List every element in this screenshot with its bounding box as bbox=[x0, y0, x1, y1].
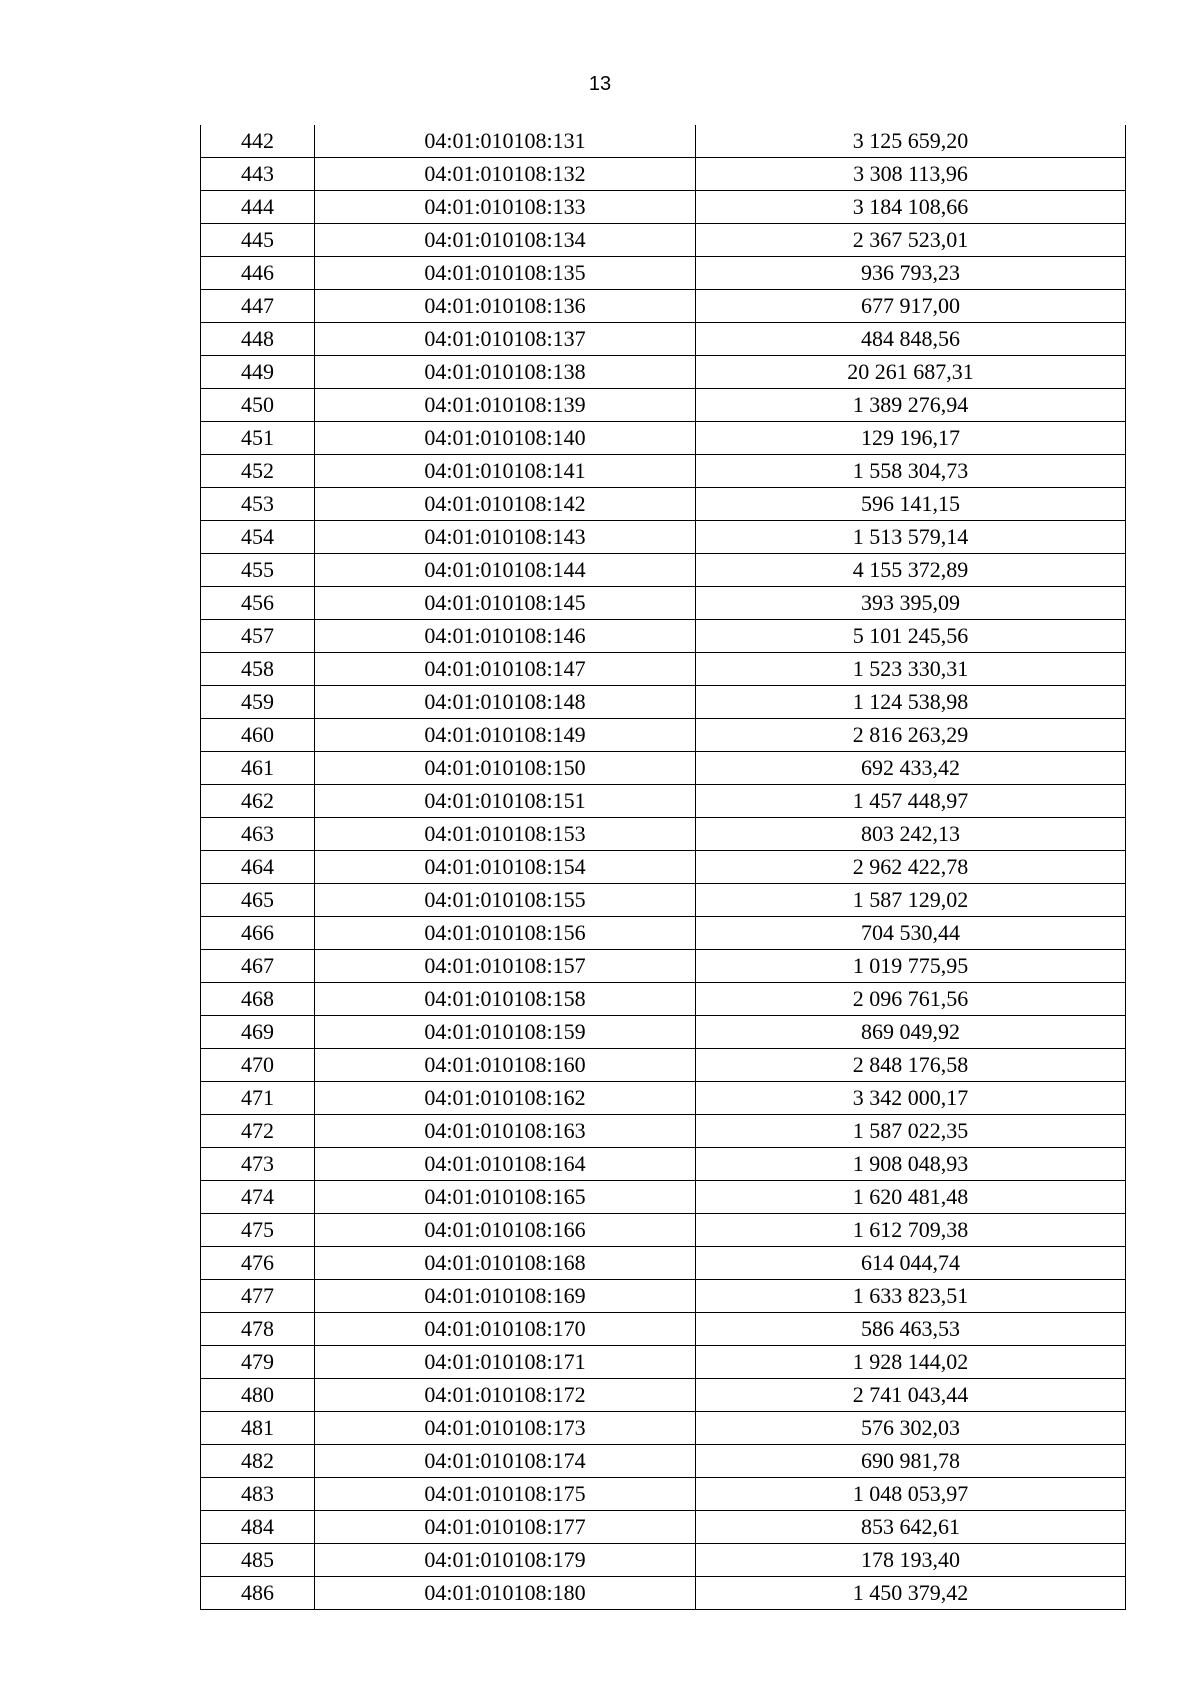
cadastral-value-cell: 2 816 263,29 bbox=[696, 719, 1126, 752]
table-body bbox=[201, 125, 1126, 1610]
page-number: 13 bbox=[588, 73, 612, 95]
row-number-cell: 458 bbox=[201, 653, 315, 686]
table-row bbox=[201, 818, 1126, 851]
cadastral-value-cell: 2 741 043,44 bbox=[696, 1379, 1126, 1412]
table-row bbox=[201, 1577, 1126, 1610]
cadastral-value-cell: 3 184 108,66 bbox=[696, 191, 1126, 224]
table-row bbox=[201, 719, 1126, 752]
cadastral-value-cell: 3 125 659,20 bbox=[696, 125, 1126, 158]
cadastral-number-cell: 04:01:010108:162 bbox=[315, 1082, 696, 1115]
row-number-cell: 473 bbox=[201, 1148, 315, 1181]
table-row bbox=[201, 620, 1126, 653]
cadastral-value-cell: 1 019 775,95 bbox=[696, 950, 1126, 983]
cadastral-number-cell: 04:01:010108:163 bbox=[315, 1115, 696, 1148]
table-row bbox=[201, 686, 1126, 719]
row-number-cell: 445 bbox=[201, 224, 315, 257]
cadastral-value-cell: 2 096 761,56 bbox=[696, 983, 1126, 1016]
row-number-cell: 443 bbox=[201, 158, 315, 191]
table-row bbox=[201, 917, 1126, 950]
cadastral-number-cell: 04:01:010108:145 bbox=[315, 587, 696, 620]
cadastral-value-cell: 1 048 053,97 bbox=[696, 1478, 1126, 1511]
cadastral-value-cell: 1 633 823,51 bbox=[696, 1280, 1126, 1313]
cadastral-value-cell: 1 612 709,38 bbox=[696, 1214, 1126, 1247]
cadastral-number-cell: 04:01:010108:139 bbox=[315, 389, 696, 422]
cadastral-value-cell: 803 242,13 bbox=[696, 818, 1126, 851]
cadastral-value-cell: 3 342 000,17 bbox=[696, 1082, 1126, 1115]
table-row bbox=[201, 983, 1126, 1016]
cadastral-value-cell: 1 457 448,97 bbox=[696, 785, 1126, 818]
row-number-cell: 477 bbox=[201, 1280, 315, 1313]
row-number-cell: 457 bbox=[201, 620, 315, 653]
cadastral-number-cell: 04:01:010108:172 bbox=[315, 1379, 696, 1412]
row-number-cell: 460 bbox=[201, 719, 315, 752]
row-number-cell: 478 bbox=[201, 1313, 315, 1346]
cadastral-number-cell: 04:01:010108:177 bbox=[315, 1511, 696, 1544]
table-row bbox=[201, 1214, 1126, 1247]
cadastral-number-cell: 04:01:010108:138 bbox=[315, 356, 696, 389]
cadastral-value-cell: 576 302,03 bbox=[696, 1412, 1126, 1445]
row-number-cell: 447 bbox=[201, 290, 315, 323]
cadastral-number-cell: 04:01:010108:169 bbox=[315, 1280, 696, 1313]
table-row bbox=[201, 488, 1126, 521]
cadastral-value-cell: 690 981,78 bbox=[696, 1445, 1126, 1478]
table-row bbox=[201, 752, 1126, 785]
row-number-cell: 466 bbox=[201, 917, 315, 950]
row-number-cell: 463 bbox=[201, 818, 315, 851]
cadastral-number-cell: 04:01:010108:180 bbox=[315, 1577, 696, 1610]
cadastral-value-cell: 704 530,44 bbox=[696, 917, 1126, 950]
cadastral-value-cell: 1 928 144,02 bbox=[696, 1346, 1126, 1379]
cadastral-value-cell: 5 101 245,56 bbox=[696, 620, 1126, 653]
row-number-cell: 465 bbox=[201, 884, 315, 917]
cadastral-number-cell: 04:01:010108:146 bbox=[315, 620, 696, 653]
cadastral-number-cell: 04:01:010108:134 bbox=[315, 224, 696, 257]
row-number-cell: 462 bbox=[201, 785, 315, 818]
row-number-cell: 471 bbox=[201, 1082, 315, 1115]
cadastral-value-cell: 586 463,53 bbox=[696, 1313, 1126, 1346]
row-number-cell: 456 bbox=[201, 587, 315, 620]
cadastral-number-cell: 04:01:010108:135 bbox=[315, 257, 696, 290]
row-number-cell: 475 bbox=[201, 1214, 315, 1247]
cadastral-number-cell: 04:01:010108:165 bbox=[315, 1181, 696, 1214]
row-number-cell: 468 bbox=[201, 983, 315, 1016]
row-number-cell: 459 bbox=[201, 686, 315, 719]
table-row bbox=[201, 884, 1126, 917]
cadastral-number-cell: 04:01:010108:153 bbox=[315, 818, 696, 851]
cadastral-number-cell: 04:01:010108:147 bbox=[315, 653, 696, 686]
cadastral-value-cell: 178 193,40 bbox=[696, 1544, 1126, 1577]
cadastral-value-cell: 1 587 022,35 bbox=[696, 1115, 1126, 1148]
table-row bbox=[201, 1412, 1126, 1445]
cadastral-value-cell: 1 523 330,31 bbox=[696, 653, 1126, 686]
table-row bbox=[201, 1049, 1126, 1082]
table-row bbox=[201, 1115, 1126, 1148]
cadastral-number-cell: 04:01:010108:158 bbox=[315, 983, 696, 1016]
cadastral-number-cell: 04:01:010108:137 bbox=[315, 323, 696, 356]
row-number-cell: 470 bbox=[201, 1049, 315, 1082]
table-row bbox=[201, 1379, 1126, 1412]
table-row bbox=[201, 554, 1126, 587]
table-row bbox=[201, 389, 1126, 422]
row-number-cell: 484 bbox=[201, 1511, 315, 1544]
cadastral-value-cell: 1 450 379,42 bbox=[696, 1577, 1126, 1610]
cadastral-number-cell: 04:01:010108:170 bbox=[315, 1313, 696, 1346]
table-row bbox=[201, 521, 1126, 554]
cadastral-value-cell: 3 308 113,96 bbox=[696, 158, 1126, 191]
cadastral-number-cell: 04:01:010108:142 bbox=[315, 488, 696, 521]
row-number-cell: 455 bbox=[201, 554, 315, 587]
table-row bbox=[201, 1511, 1126, 1544]
cadastral-value-cell: 2 962 422,78 bbox=[696, 851, 1126, 884]
table-row bbox=[201, 1280, 1126, 1313]
cadastral-number-cell: 04:01:010108:164 bbox=[315, 1148, 696, 1181]
cadastral-value-cell: 484 848,56 bbox=[696, 323, 1126, 356]
table-row bbox=[201, 1016, 1126, 1049]
row-number-cell: 446 bbox=[201, 257, 315, 290]
cadastral-number-cell: 04:01:010108:144 bbox=[315, 554, 696, 587]
row-number-cell: 481 bbox=[201, 1412, 315, 1445]
cadastral-number-cell: 04:01:010108:131 bbox=[315, 125, 696, 158]
cadastral-value-cell: 393 395,09 bbox=[696, 587, 1126, 620]
cadastral-value-cell: 129 196,17 bbox=[696, 422, 1126, 455]
table-container bbox=[200, 125, 1126, 1610]
table-row bbox=[201, 224, 1126, 257]
row-number-cell: 453 bbox=[201, 488, 315, 521]
table-row bbox=[201, 950, 1126, 983]
table-row bbox=[201, 1082, 1126, 1115]
table-row bbox=[201, 1313, 1126, 1346]
row-number-cell: 452 bbox=[201, 455, 315, 488]
table-row bbox=[201, 125, 1126, 158]
cadastral-number-cell: 04:01:010108:174 bbox=[315, 1445, 696, 1478]
table-row bbox=[201, 1445, 1126, 1478]
row-number-cell: 480 bbox=[201, 1379, 315, 1412]
cadastral-number-cell: 04:01:010108:155 bbox=[315, 884, 696, 917]
table-row bbox=[201, 356, 1126, 389]
row-number-cell: 486 bbox=[201, 1577, 315, 1610]
cadastral-number-cell: 04:01:010108:151 bbox=[315, 785, 696, 818]
cadastral-number-cell: 04:01:010108:148 bbox=[315, 686, 696, 719]
cadastral-value-cell: 853 642,61 bbox=[696, 1511, 1126, 1544]
cadastral-value-cell: 869 049,92 bbox=[696, 1016, 1126, 1049]
row-number-cell: 467 bbox=[201, 950, 315, 983]
table-row bbox=[201, 785, 1126, 818]
row-number-cell: 464 bbox=[201, 851, 315, 884]
table-row bbox=[201, 851, 1126, 884]
table-row bbox=[201, 653, 1126, 686]
cadastral-value-cell: 936 793,23 bbox=[696, 257, 1126, 290]
row-number-cell: 450 bbox=[201, 389, 315, 422]
row-number-cell: 474 bbox=[201, 1181, 315, 1214]
cadastral-value-cell: 2 367 523,01 bbox=[696, 224, 1126, 257]
table-row bbox=[201, 290, 1126, 323]
cadastral-value-cell: 1 620 481,48 bbox=[696, 1181, 1126, 1214]
cadastral-number-cell: 04:01:010108:173 bbox=[315, 1412, 696, 1445]
cadastral-value-cell: 1 124 538,98 bbox=[696, 686, 1126, 719]
table-row bbox=[201, 422, 1126, 455]
row-number-cell: 479 bbox=[201, 1346, 315, 1379]
cadastral-value-cell: 1 513 579,14 bbox=[696, 521, 1126, 554]
cadastral-value-cell: 692 433,42 bbox=[696, 752, 1126, 785]
cadastral-value-table bbox=[200, 125, 1126, 1610]
cadastral-number-cell: 04:01:010108:140 bbox=[315, 422, 696, 455]
table-row bbox=[201, 191, 1126, 224]
table-row bbox=[201, 257, 1126, 290]
table-row bbox=[201, 1247, 1126, 1280]
cadastral-value-cell: 2 848 176,58 bbox=[696, 1049, 1126, 1082]
row-number-cell: 469 bbox=[201, 1016, 315, 1049]
row-number-cell: 485 bbox=[201, 1544, 315, 1577]
cadastral-number-cell: 04:01:010108:156 bbox=[315, 917, 696, 950]
table-row bbox=[201, 455, 1126, 488]
row-number-cell: 483 bbox=[201, 1478, 315, 1511]
cadastral-number-cell: 04:01:010108:149 bbox=[315, 719, 696, 752]
cadastral-value-cell: 1 908 048,93 bbox=[696, 1148, 1126, 1181]
cadastral-value-cell: 4 155 372,89 bbox=[696, 554, 1126, 587]
cadastral-number-cell: 04:01:010108:136 bbox=[315, 290, 696, 323]
row-number-cell: 448 bbox=[201, 323, 315, 356]
cadastral-number-cell: 04:01:010108:168 bbox=[315, 1247, 696, 1280]
cadastral-number-cell: 04:01:010108:157 bbox=[315, 950, 696, 983]
table-row bbox=[201, 158, 1126, 191]
cadastral-number-cell: 04:01:010108:175 bbox=[315, 1478, 696, 1511]
cadastral-value-cell: 20 261 687,31 bbox=[696, 356, 1126, 389]
cadastral-value-cell: 1 558 304,73 bbox=[696, 455, 1126, 488]
row-number-cell: 451 bbox=[201, 422, 315, 455]
row-number-cell: 454 bbox=[201, 521, 315, 554]
table-row bbox=[201, 1478, 1126, 1511]
row-number-cell: 461 bbox=[201, 752, 315, 785]
cadastral-value-cell: 596 141,15 bbox=[696, 488, 1126, 521]
cadastral-value-cell: 614 044,74 bbox=[696, 1247, 1126, 1280]
cadastral-value-cell: 1 389 276,94 bbox=[696, 389, 1126, 422]
cadastral-number-cell: 04:01:010108:133 bbox=[315, 191, 696, 224]
table-row bbox=[201, 1181, 1126, 1214]
cadastral-number-cell: 04:01:010108:159 bbox=[315, 1016, 696, 1049]
cadastral-number-cell: 04:01:010108:132 bbox=[315, 158, 696, 191]
cadastral-number-cell: 04:01:010108:150 bbox=[315, 752, 696, 785]
table-row bbox=[201, 1148, 1126, 1181]
cadastral-number-cell: 04:01:010108:166 bbox=[315, 1214, 696, 1247]
cadastral-value-cell: 1 587 129,02 bbox=[696, 884, 1126, 917]
table-row bbox=[201, 1544, 1126, 1577]
row-number-cell: 476 bbox=[201, 1247, 315, 1280]
cadastral-number-cell: 04:01:010108:143 bbox=[315, 521, 696, 554]
cadastral-number-cell: 04:01:010108:141 bbox=[315, 455, 696, 488]
cadastral-number-cell: 04:01:010108:160 bbox=[315, 1049, 696, 1082]
table-row bbox=[201, 587, 1126, 620]
cadastral-value-cell: 677 917,00 bbox=[696, 290, 1126, 323]
row-number-cell: 444 bbox=[201, 191, 315, 224]
row-number-cell: 482 bbox=[201, 1445, 315, 1478]
cadastral-number-cell: 04:01:010108:154 bbox=[315, 851, 696, 884]
row-number-cell: 442 bbox=[201, 125, 315, 158]
table-row bbox=[201, 323, 1126, 356]
row-number-cell: 449 bbox=[201, 356, 315, 389]
cadastral-number-cell: 04:01:010108:179 bbox=[315, 1544, 696, 1577]
cadastral-number-cell: 04:01:010108:171 bbox=[315, 1346, 696, 1379]
table-row bbox=[201, 1346, 1126, 1379]
row-number-cell: 472 bbox=[201, 1115, 315, 1148]
